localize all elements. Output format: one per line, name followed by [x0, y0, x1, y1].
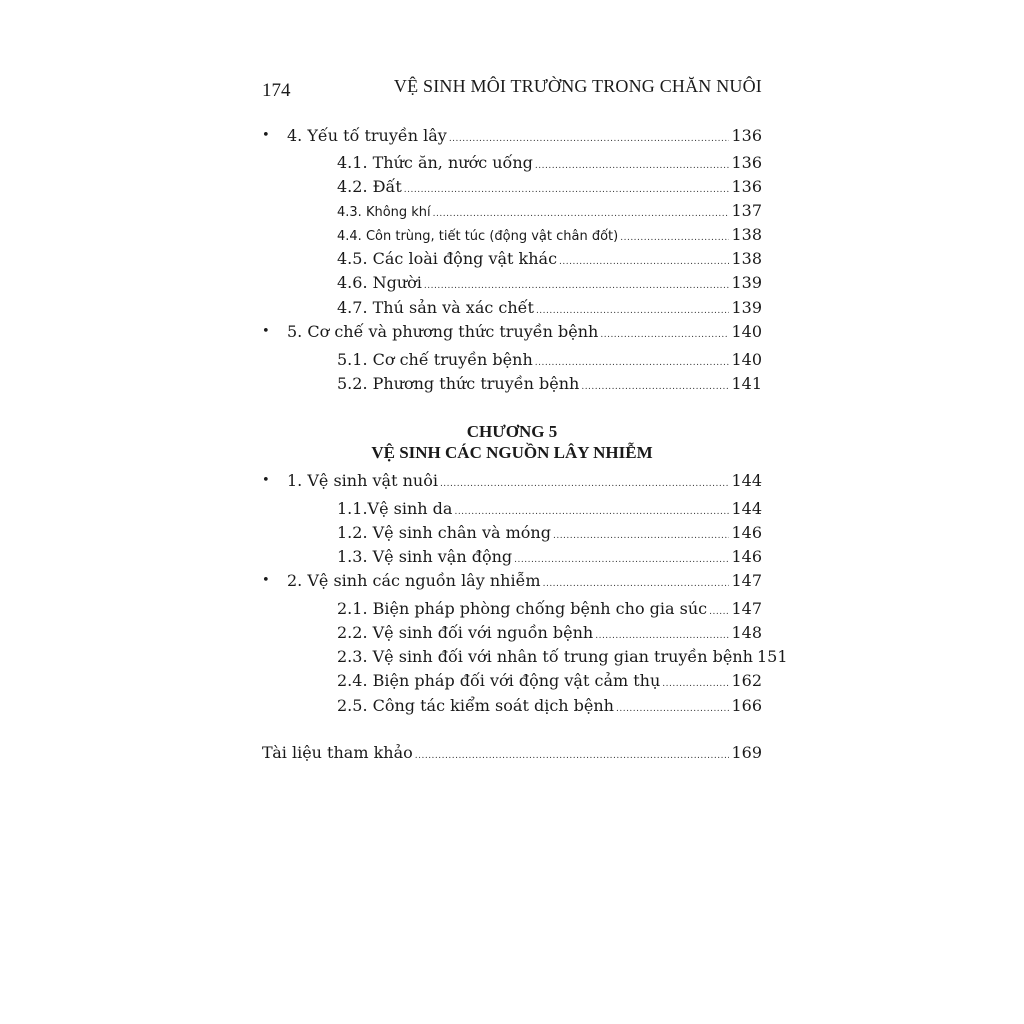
bullet: •	[262, 128, 270, 143]
toc-entry-page: 139	[731, 298, 762, 317]
toc-entry-page: 139	[731, 273, 762, 292]
toc-entry	[262, 669, 762, 693]
toc-entry-page: 146	[731, 547, 762, 566]
dot-leader	[600, 323, 729, 347]
toc-entry-page: 140	[731, 350, 762, 369]
toc-entry-page: 144	[731, 471, 762, 490]
chapter-title: VỆ SINH CÁC NGUỒN LÂY NHIỄM	[371, 443, 653, 462]
toc-entry-page: 144	[731, 499, 762, 518]
toc-entry-page: 166	[731, 696, 762, 715]
page-header	[262, 76, 762, 106]
toc-entry-label: 2.3. Vệ sinh đối với nhân tố trung gian truyền bệnh	[337, 647, 753, 666]
toc-entry-page: 136	[731, 126, 762, 145]
toc-entry	[262, 621, 762, 645]
toc-entry	[262, 545, 762, 569]
toc-entry-label: 1.3. Vệ sinh vận động	[337, 547, 513, 566]
toc-entry-label: 4.3. Không khí	[337, 205, 431, 220]
toc-entry	[262, 247, 762, 271]
dot-leader	[662, 672, 729, 696]
toc-entry-label: 4.5. Các loài động vật khác	[337, 249, 558, 268]
toc-entry	[262, 469, 762, 493]
toc-entry-label: 1.1.Vệ sinh da	[337, 499, 453, 518]
toc-entry	[262, 597, 762, 621]
toc-entry	[262, 521, 762, 545]
toc-entry	[262, 694, 762, 718]
toc-entry-page: 138	[731, 249, 762, 268]
toc-entry-page: 138	[731, 225, 762, 244]
toc-entry-label: 2.1. Biện pháp phòng chống bệnh cho gia súc	[337, 599, 708, 618]
running-title: VỆ SINH MÔI TRƯỜNG TRONG CHĂN NUÔI	[393, 76, 762, 96]
page-number: 174	[262, 80, 291, 101]
toc-entry	[262, 372, 762, 396]
toc-entry-label: 5. Cơ chế và phương thức truyền bệnh	[287, 322, 599, 341]
toc-entry	[262, 296, 762, 320]
toc-entry-page: 147	[731, 571, 762, 590]
toc-entry	[262, 645, 788, 669]
toc-entry-references	[262, 741, 762, 765]
toc-entry-page: 140	[731, 322, 762, 341]
toc-entry	[262, 271, 762, 295]
toc-entry-page: 136	[731, 177, 762, 196]
chapter-number: CHƯƠNG 5	[466, 422, 558, 441]
dot-leader	[415, 744, 730, 768]
dot-leader	[449, 127, 730, 151]
toc-entry-page: 147	[731, 599, 762, 618]
toc-entry-label: Tài liệu tham khảo	[262, 743, 413, 762]
toc-entry-page: 141	[731, 374, 762, 393]
toc-entry-label: 2. Vệ sinh các nguồn lây nhiễm	[287, 571, 541, 590]
toc-entry-page: 137	[731, 201, 762, 220]
toc-entry	[262, 124, 762, 148]
bullet: •	[262, 573, 270, 588]
toc-entry	[262, 151, 762, 175]
toc-entry-label: 4.7. Thú sản và xác chết	[337, 298, 534, 317]
toc-entry-label: 4.1. Thức ăn, nước uống	[337, 153, 533, 172]
toc-entry-label: 2.5. Công tác kiểm soát dịch bệnh	[337, 696, 614, 715]
bullet: •	[262, 324, 270, 339]
toc-entry-label: 5.2. Phương thức truyền bệnh	[337, 374, 580, 393]
toc-entry-label: 4.2. Đất	[337, 177, 402, 196]
toc-entry	[262, 348, 762, 372]
dot-leader	[424, 274, 730, 298]
toc-entry-page: 151	[756, 647, 788, 666]
toc-entry-page: 148	[731, 623, 762, 642]
dot-leader	[440, 472, 730, 496]
dot-leader	[543, 572, 730, 596]
toc-entry-label: 4. Yếu tố truyền lây	[287, 126, 447, 145]
toc-entry-label: 4.4. Côn trùng, tiết túc (động vật chân đốt)	[337, 229, 619, 244]
toc-entry	[262, 199, 762, 223]
toc-entry-label: 2.2. Vệ sinh đối với nguồn bệnh	[337, 623, 594, 642]
toc-entry-page: 146	[731, 523, 762, 542]
toc-entry-page: 136	[731, 153, 762, 172]
dot-leader	[616, 697, 729, 721]
bullet: •	[262, 473, 270, 488]
toc-entry-page: 162	[731, 671, 762, 690]
toc-entry-label: 4.6. Người	[337, 273, 422, 292]
toc-entry-label: 1. Vệ sinh vật nuôi	[287, 471, 438, 490]
toc-entry-label: 5.1. Cơ chế truyền bệnh	[337, 350, 533, 369]
toc-entry	[262, 223, 762, 247]
toc-entry	[262, 497, 762, 521]
toc-entry-label: 1.2. Vệ sinh chân và móng	[337, 523, 551, 542]
toc-entry	[262, 320, 762, 344]
dot-leader	[581, 375, 729, 399]
toc-entry	[262, 569, 762, 593]
toc-entry	[262, 175, 762, 199]
toc-entry-label: 2.4. Biện pháp đối với động vật cảm thụ	[337, 671, 661, 690]
toc-entry-page: 169	[731, 743, 762, 762]
